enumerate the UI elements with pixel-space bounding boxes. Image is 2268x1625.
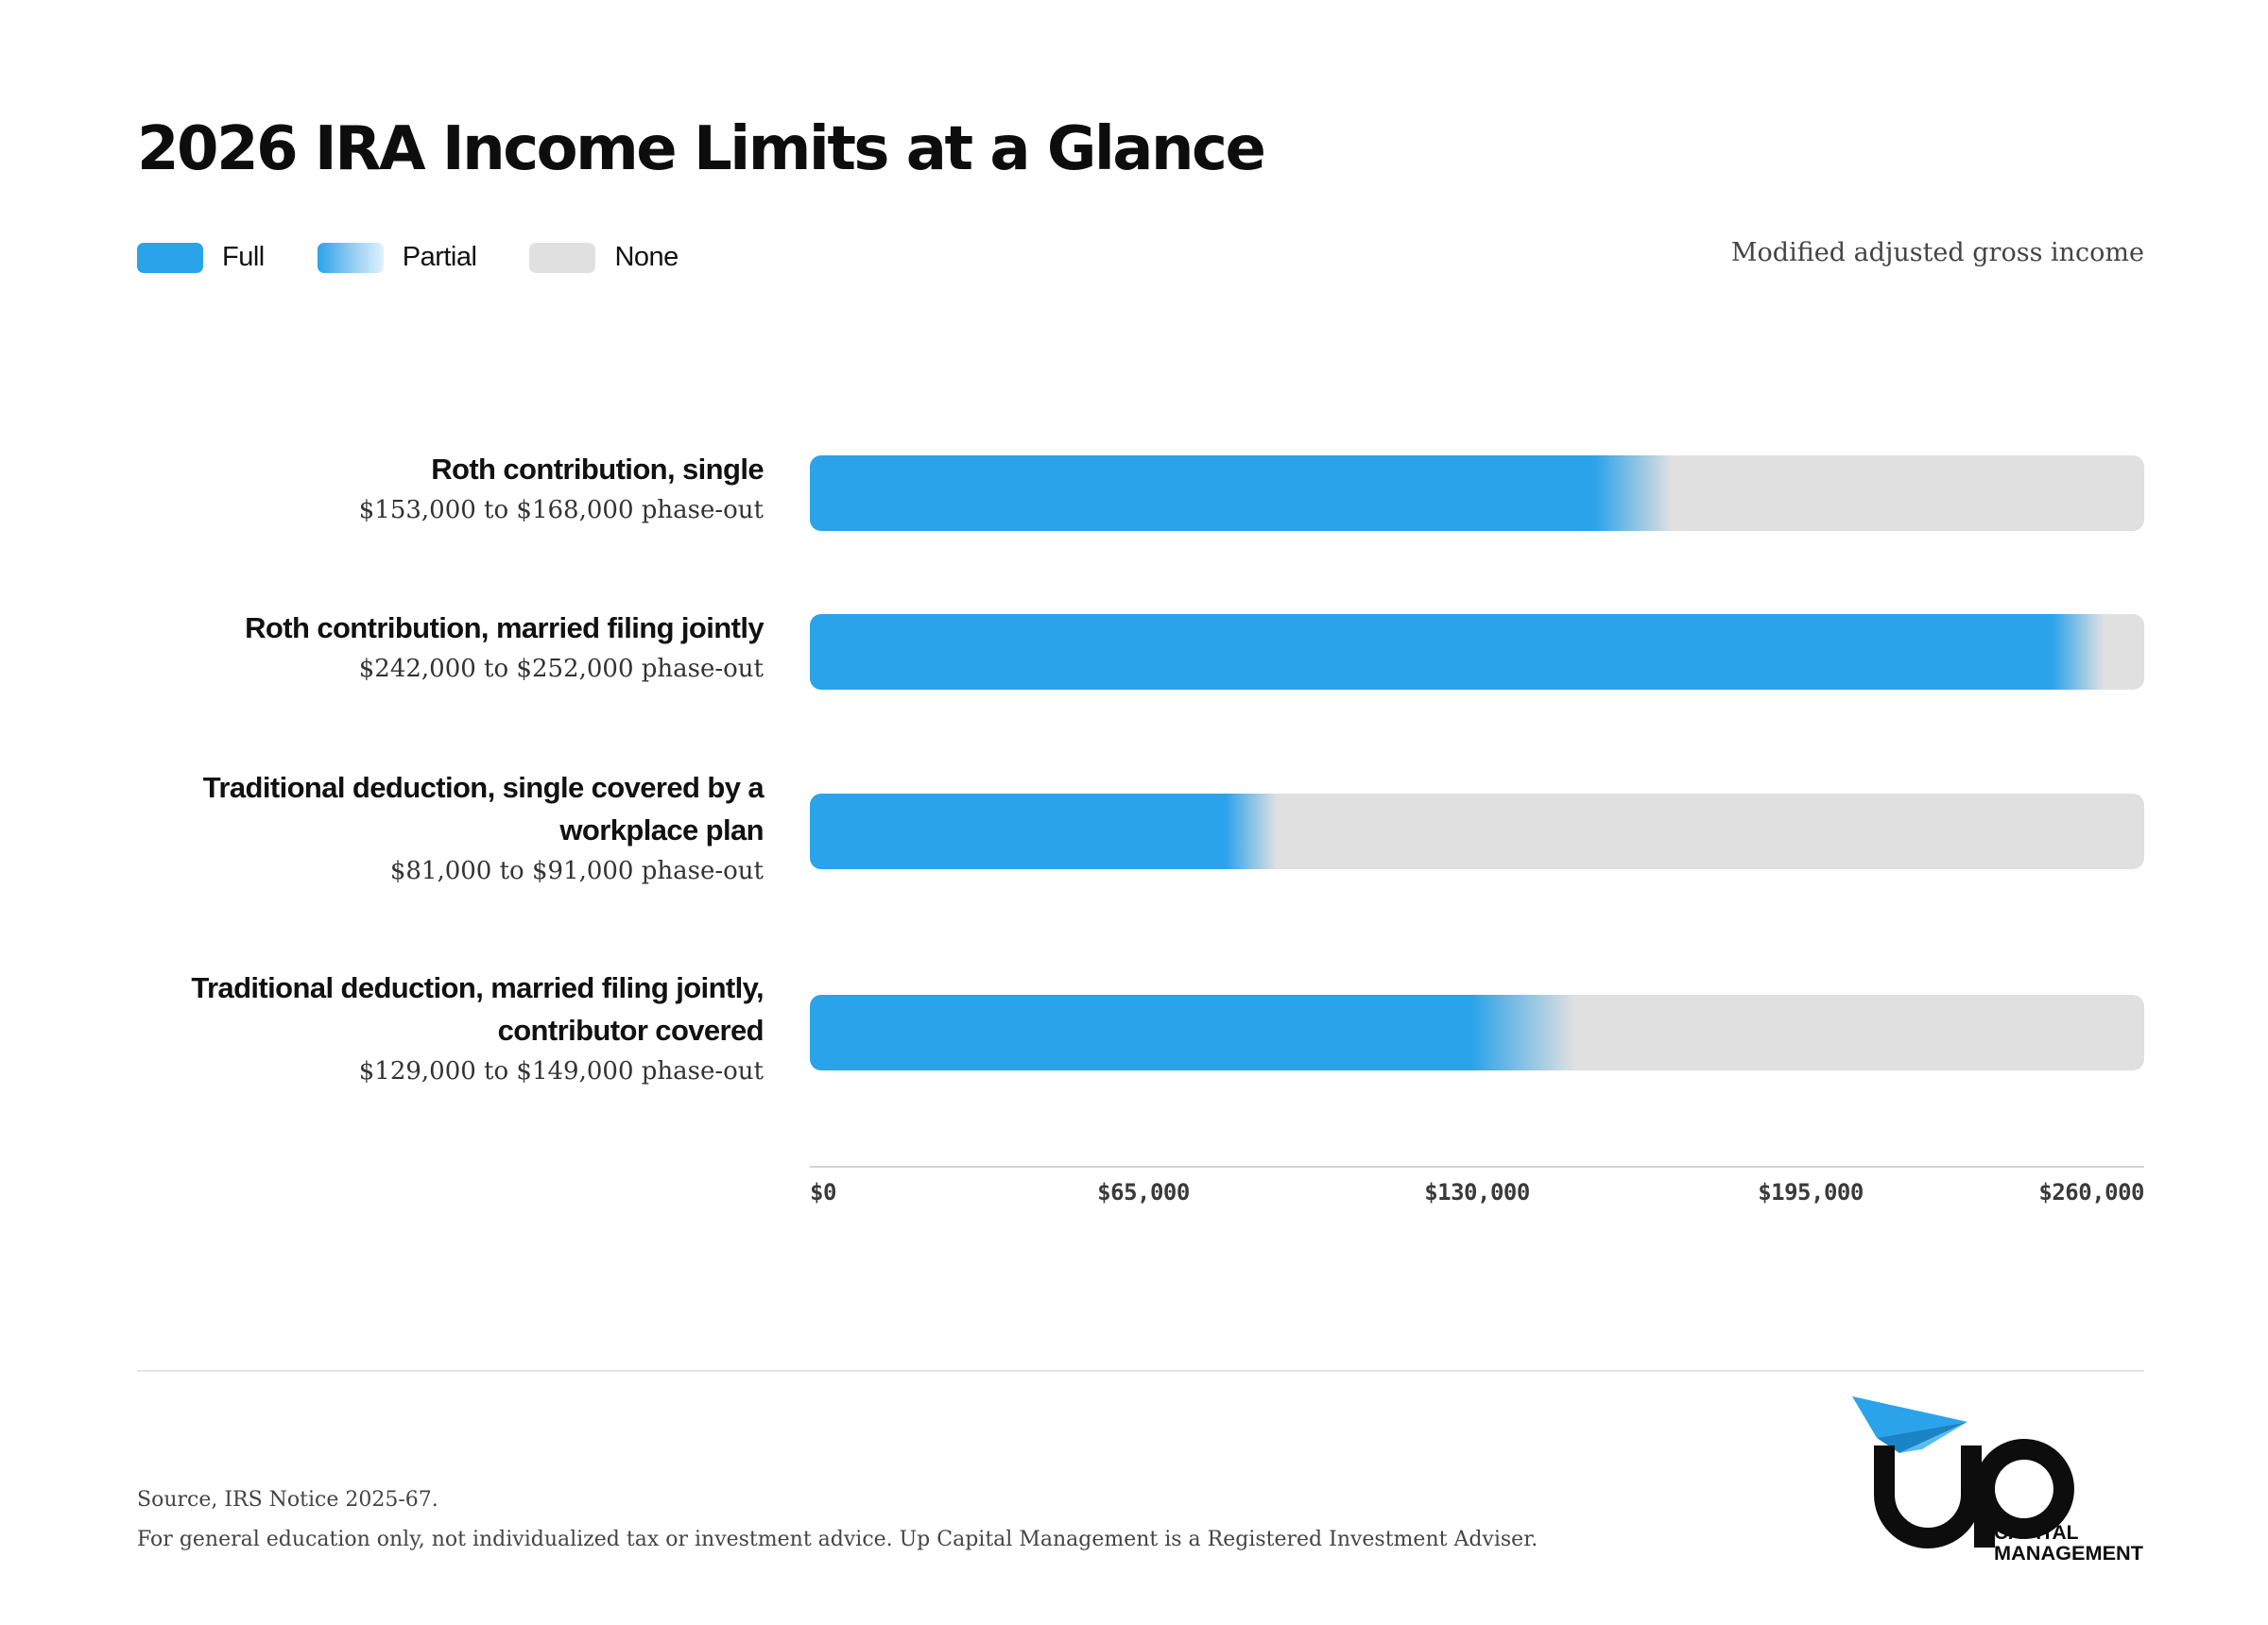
x-tick-label: $195,000 (1758, 1179, 1864, 1206)
footer-divider (137, 1370, 2144, 1372)
disclaimer: For general education only, not individualized tax or investment advice. Up Capital Management is a Registered Investment Adviser. (137, 1528, 1538, 1551)
svg-text:CAPITAL: CAPITAL (1994, 1522, 2079, 1544)
chart-legend (137, 242, 731, 273)
legend-item-none (529, 242, 678, 273)
paper-plane-icon (1852, 1396, 2145, 1565)
row-name: Roth contribution, married filing jointly (245, 611, 764, 644)
legend-item-full (137, 242, 265, 273)
legend-item-partial (318, 242, 477, 273)
bar-track (810, 794, 2144, 869)
row-name: Traditional deduction, married filing jointly, contributor covered (191, 971, 764, 1047)
bar-fill (810, 614, 2104, 690)
legend-label-full: Full (222, 242, 265, 272)
x-tick-label: $65,000 (1097, 1179, 1190, 1206)
bar-track (810, 455, 2144, 531)
bar-track (810, 614, 2144, 690)
chart-title: 2026 IRA Income Limits at a Glance (137, 114, 1264, 184)
legend-swatch-partial (318, 243, 384, 273)
bar-fill (810, 794, 1277, 869)
row-label-2 (102, 766, 764, 891)
row-range: $129,000 to $149,000 phase-out (358, 1057, 764, 1086)
row-range: $153,000 to $168,000 phase-out (358, 496, 764, 524)
svg-text:MANAGEMENT: MANAGEMENT (1994, 1543, 2144, 1565)
row-label-3 (102, 966, 764, 1091)
row-range: $81,000 to $91,000 phase-out (389, 857, 764, 885)
row-range: $242,000 to $252,000 phase-out (358, 655, 764, 683)
row-label-1 (102, 607, 764, 689)
axis-caption: Modified adjusted gross income (1730, 238, 2144, 267)
row-label-0 (102, 448, 764, 530)
x-axis-line (810, 1166, 2144, 1168)
x-tick-label: $130,000 (1424, 1179, 1530, 1206)
company-logo (1852, 1396, 2145, 1565)
bar-fill (810, 455, 1672, 531)
bar-track (810, 995, 2144, 1070)
bar-fill (810, 995, 1574, 1070)
legend-swatch-full (137, 243, 203, 273)
row-name: Roth contribution, single (431, 453, 764, 486)
legend-swatch-none (529, 243, 595, 273)
legend-label-partial: Partial (402, 242, 477, 272)
x-tick-label: $0 (810, 1179, 836, 1206)
row-name: Traditional deduction, single covered by a workplace plan (202, 771, 764, 847)
x-tick-label: $260,000 (2038, 1179, 2144, 1206)
source-note: Source, IRS Notice 2025-67. (137, 1488, 438, 1512)
legend-label-none: None (614, 242, 679, 272)
